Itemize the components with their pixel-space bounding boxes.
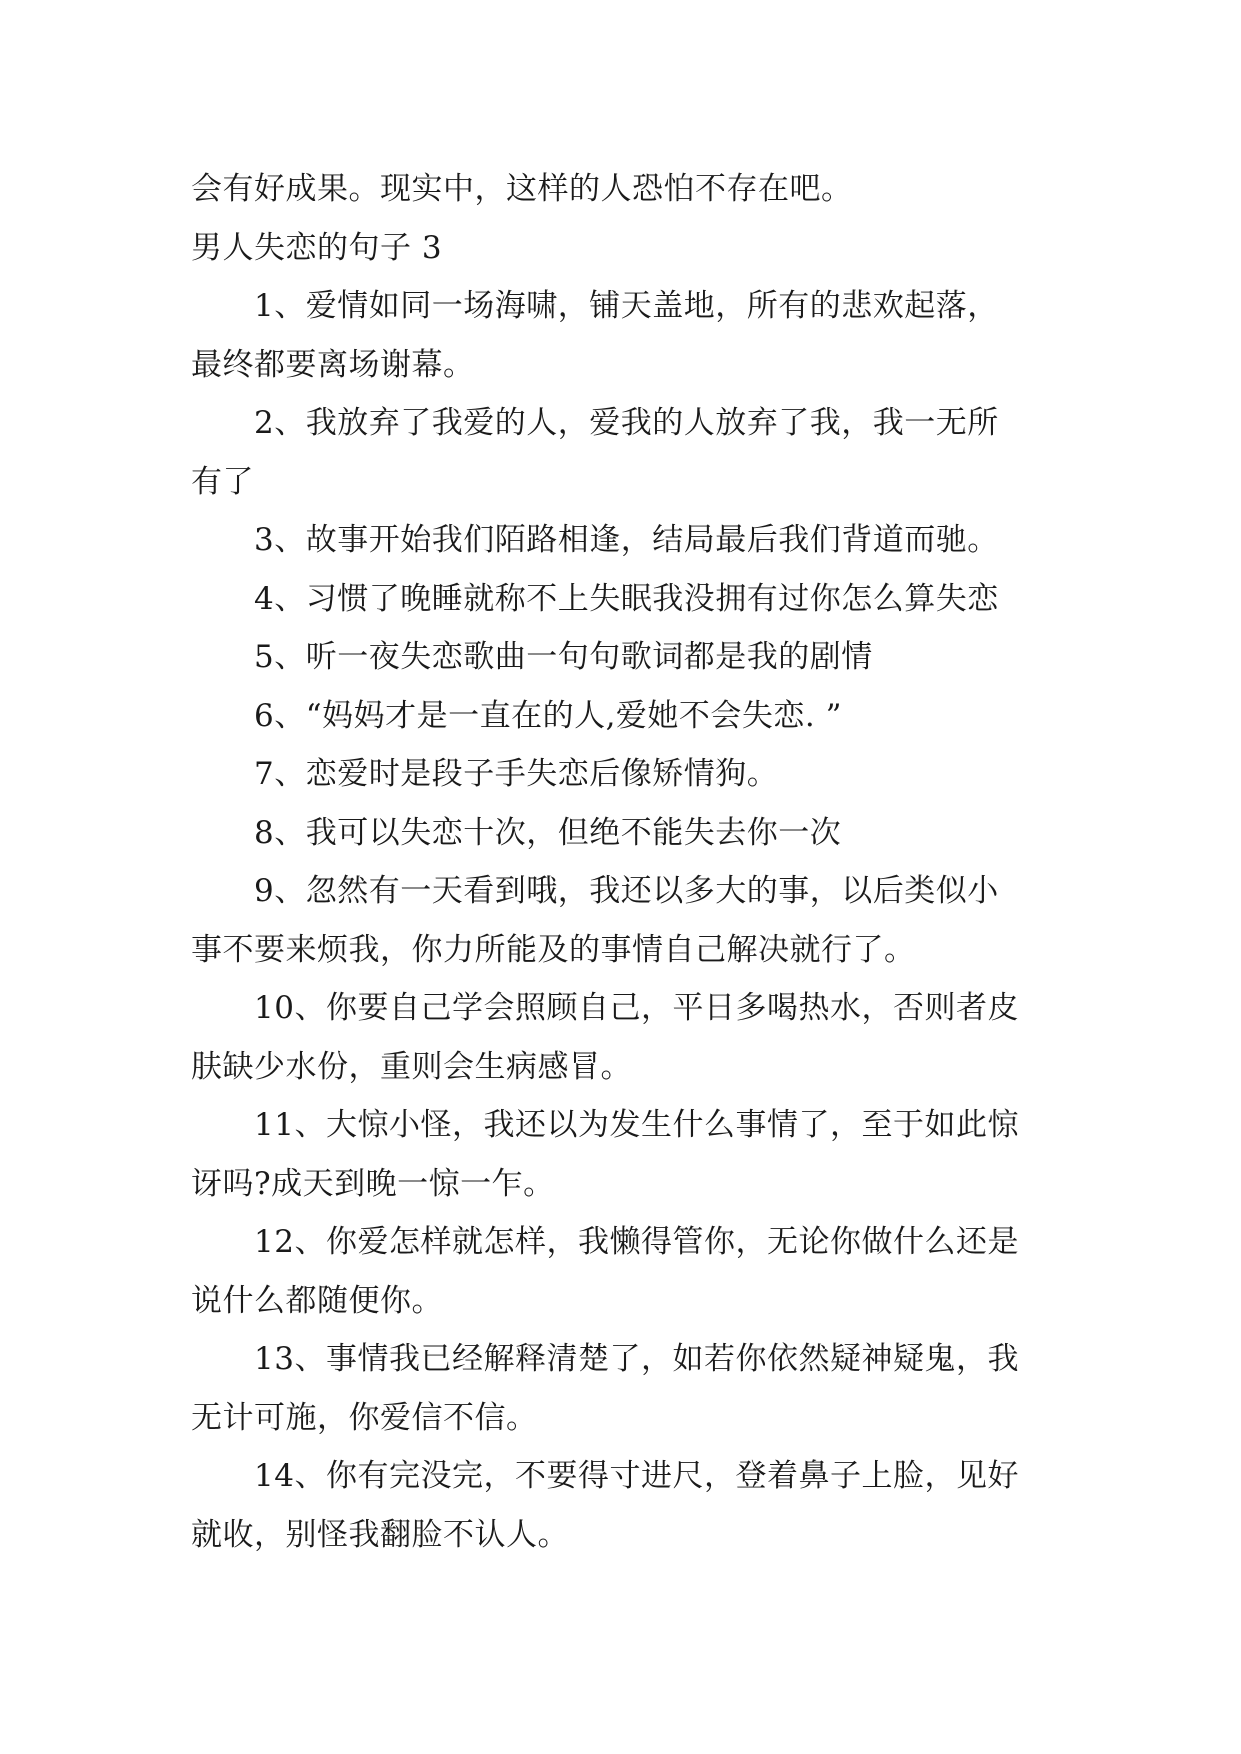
list-item-13: 13、事情我已经解释清楚了，如若你依然疑神疑鬼，我 — [254, 1341, 1019, 1377]
paragraph-line-continuation: 会有好成果。现实中，这样的人恐怕不存在吧。 — [191, 171, 853, 207]
list-item-3: 3、故事开始我们陌路相逢，结局最后我们背道而驰。 — [254, 522, 999, 558]
list-item-13-continuation: 无计可施，你爱信不信。 — [191, 1399, 538, 1436]
list-item-1: 1、爱情如同一场海啸，铺天盖地，所有的悲欢起落， — [254, 288, 999, 324]
list-item-9: 9、忽然有一天看到哦，我还以多大的事，以后类似小 — [254, 873, 999, 909]
list-item-2-continuation: 有了 — [191, 463, 254, 500]
list-item-11-continuation: 讶吗?成天到晚一惊一乍。 — [191, 1165, 555, 1202]
list-item-10-continuation: 肤缺少水份，重则会生病感冒。 — [191, 1048, 632, 1085]
document-page — [191, 160, 1057, 1564]
list-item-9-continuation: 事不要来烦我，你力所能及的事情自己解决就行了。 — [191, 931, 916, 968]
list-item-7: 7、恋爱时是段子手失恋后像矫情狗。 — [254, 756, 779, 792]
list-item-2: 2、我放弃了我爱的人，爱我的人放弃了我，我一无所 — [254, 405, 999, 441]
list-item-14-continuation: 就收，别怪我翻脸不认人。 — [191, 1516, 569, 1553]
list-item-8: 8、我可以失恋十次，但绝不能失去你一次 — [254, 814, 842, 851]
list-item-12: 12、你爱怎样就怎样，我懒得管你，无论你做什么还是 — [254, 1224, 1019, 1260]
list-item-12-continuation: 说什么都随便你。 — [191, 1282, 443, 1319]
list-item-10: 10、你要自己学会照顾自己，平日多喝热水，否则者皮 — [254, 990, 1019, 1026]
list-item-14: 14、你有完没完，不要得寸进尺，登着鼻子上脸，见好 — [254, 1458, 1019, 1494]
list-item-5: 5、听一夜失恋歌曲一句句歌词都是我的剧情 — [254, 639, 873, 675]
list-item-4: 4、习惯了晚睡就称不上失眠我没拥有过你怎么算失恋 — [254, 580, 999, 617]
list-item-1-continuation: 最终都要离场谢幕。 — [191, 346, 475, 383]
section-heading: 男人失恋的句子 3 — [191, 229, 443, 266]
list-item-6: 6、“妈妈才是一直在的人,爱她不会失恋. ” — [254, 697, 842, 734]
list-item-11: 11、大惊小怪，我还以为发生什么事情了，至于如此惊 — [254, 1107, 1019, 1143]
